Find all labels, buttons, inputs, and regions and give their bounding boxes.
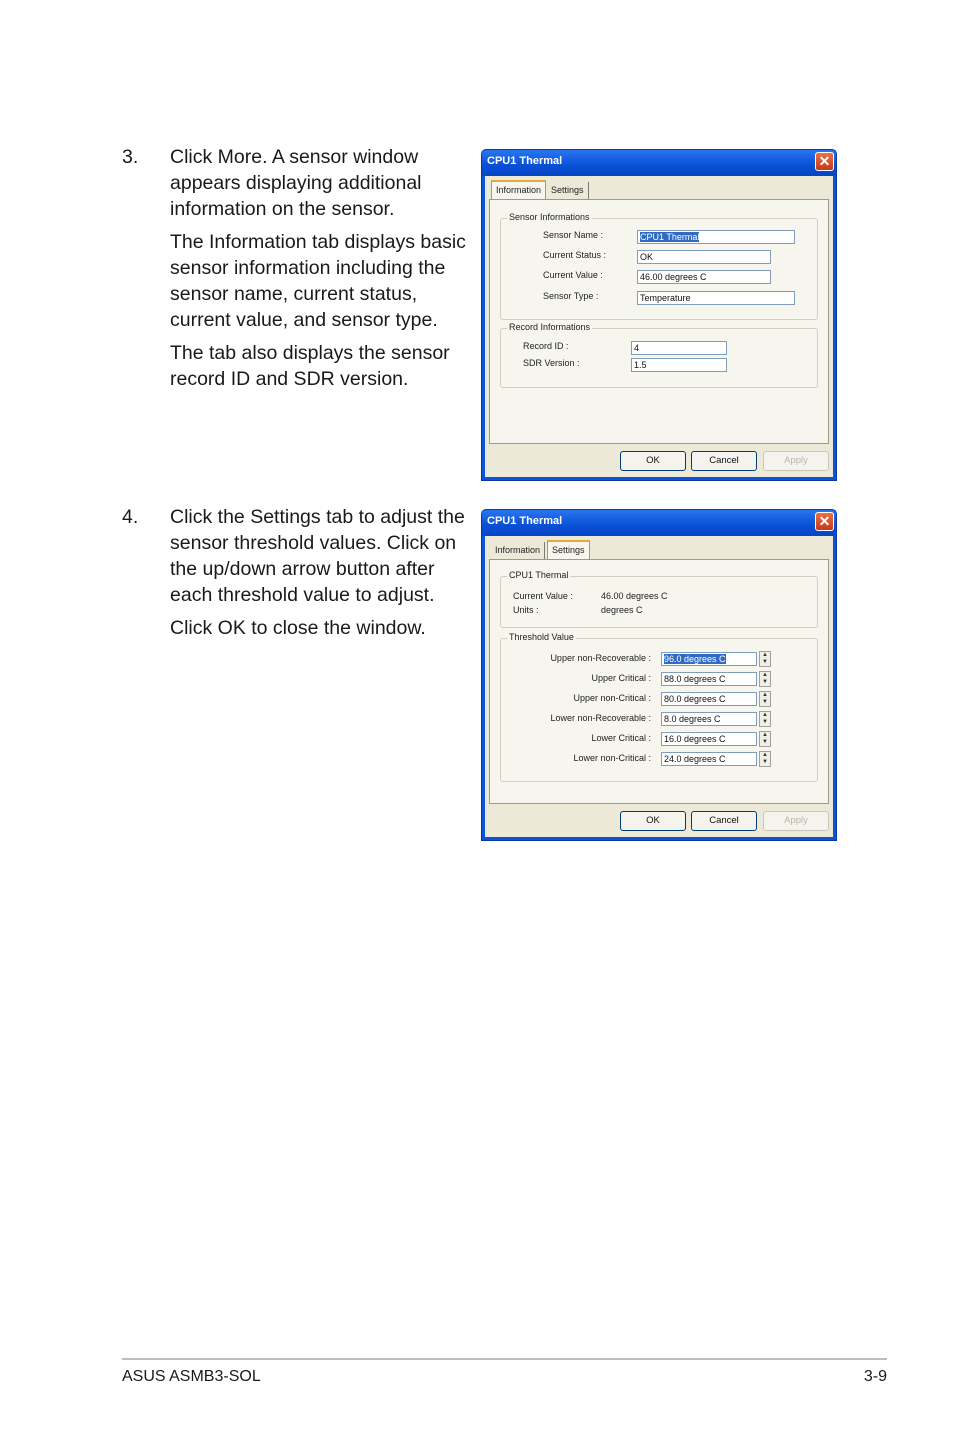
window-title: CPU1 Thermal [487,155,563,167]
window-title: CPU1 Thermal [487,515,563,527]
group-title: Threshold Value [509,632,574,642]
current-value-label: Current Value : [513,591,573,601]
threshold-field[interactable]: 80.0 degrees C [661,692,757,706]
step-paragraph: Click More. A sensor window appears displaying additional information on the sensor. [170,146,422,220]
settings-panel [489,559,829,804]
cancel-button[interactable]: Cancel [691,811,757,831]
ok-button[interactable]: OK [620,451,686,471]
threshold-field[interactable]: 96.0 degrees C [661,652,757,666]
group-title: Sensor Informations [509,212,590,222]
units-label: Units : [513,605,539,615]
sensor-window-settings [481,509,837,841]
threshold-value-group [500,632,818,782]
threshold-label: Lower non-Critical : [573,753,651,763]
footer-divider [122,1358,887,1360]
sensor-informations-group [500,212,818,320]
close-icon[interactable]: ✕ [815,512,834,531]
step-number: 4. [122,506,139,528]
step-paragraph: The Information tab displays basic sensor information including the sensor name, current status, current value, and sensor type. [170,231,466,331]
cancel-button[interactable]: Cancel [691,451,757,471]
tab-settings[interactable]: Settings [547,540,590,560]
sdr-version-label: SDR Version : [523,358,580,368]
tab-settings[interactable]: Settings [547,182,589,199]
page-number: 3-9 [863,1368,887,1385]
spin-arrows-icon[interactable]: ▲ ▼ [759,671,771,687]
sensor-name-label: Sensor Name : [543,230,604,240]
spin-arrows-icon[interactable]: ▲ ▼ [759,711,771,727]
record-id-label: Record ID : [523,341,569,351]
spin-arrows-icon[interactable]: ▲ ▼ [759,651,771,667]
group-title: CPU1 Thermal [509,570,569,580]
threshold-label: Upper non-Recoverable : [550,653,651,663]
threshold-label: Lower Critical : [591,733,651,743]
sensor-type-label: Sensor Type : [543,291,599,301]
threshold-field[interactable]: 24.0 degrees C [661,752,757,766]
step-paragraph: Click OK to close the window. [170,617,426,639]
current-value-text: 46.00 degrees C [601,591,668,601]
window-client [485,536,833,837]
footer-left: ASUS ASMB3-SOL [122,1368,261,1385]
cpu-thermal-group [500,570,818,628]
sensor-name-field[interactable]: CPU1 Thermal [637,230,795,244]
apply-button[interactable]: Apply [763,811,829,831]
window-client [485,176,833,477]
threshold-label: Lower non-Recoverable : [550,713,651,723]
threshold-label: Upper non-Critical : [573,693,651,703]
threshold-field[interactable]: 8.0 degrees C [661,712,757,726]
group-title: Record Informations [509,322,591,332]
tab-information[interactable]: Information [491,180,546,200]
threshold-label: Upper Critical : [591,673,651,683]
current-value-label: Current Value : [543,270,603,280]
threshold-field[interactable]: 16.0 degrees C [661,732,757,746]
step-paragraph: Click the Settings tab to adjust the sensor threshold values. Click on the up/down arrow button after each threshold value to adjust. [170,506,465,606]
current-status-field[interactable]: OK [637,250,771,264]
sensor-type-field[interactable]: Temperature [637,291,795,305]
units-text: degrees C [601,605,643,615]
spin-arrows-icon[interactable]: ▲ ▼ [759,731,771,747]
ok-button[interactable]: OK [620,811,686,831]
current-status-label: Current Status : [543,250,607,260]
record-id-field[interactable]: 4 [631,341,727,355]
current-value-field[interactable]: 46.00 degrees C [637,270,771,284]
spin-arrows-icon[interactable]: ▲ ▼ [759,751,771,767]
spin-arrows-icon[interactable]: ▲ ▼ [759,691,771,707]
threshold-field[interactable]: 88.0 degrees C [661,672,757,686]
step-paragraph: The tab also displays the sensor record ID and SDR version. [170,342,450,390]
tab-information[interactable]: Information [491,542,545,559]
apply-button[interactable]: Apply [763,451,829,471]
record-informations-group [500,322,818,388]
step-number: 3. [122,146,139,168]
information-panel [489,199,829,444]
sdr-version-field[interactable]: 1.5 [631,358,727,372]
close-icon[interactable]: ✕ [815,152,834,171]
sensor-window-information [481,149,837,481]
title-bar[interactable] [482,150,836,176]
title-bar[interactable] [482,510,836,536]
